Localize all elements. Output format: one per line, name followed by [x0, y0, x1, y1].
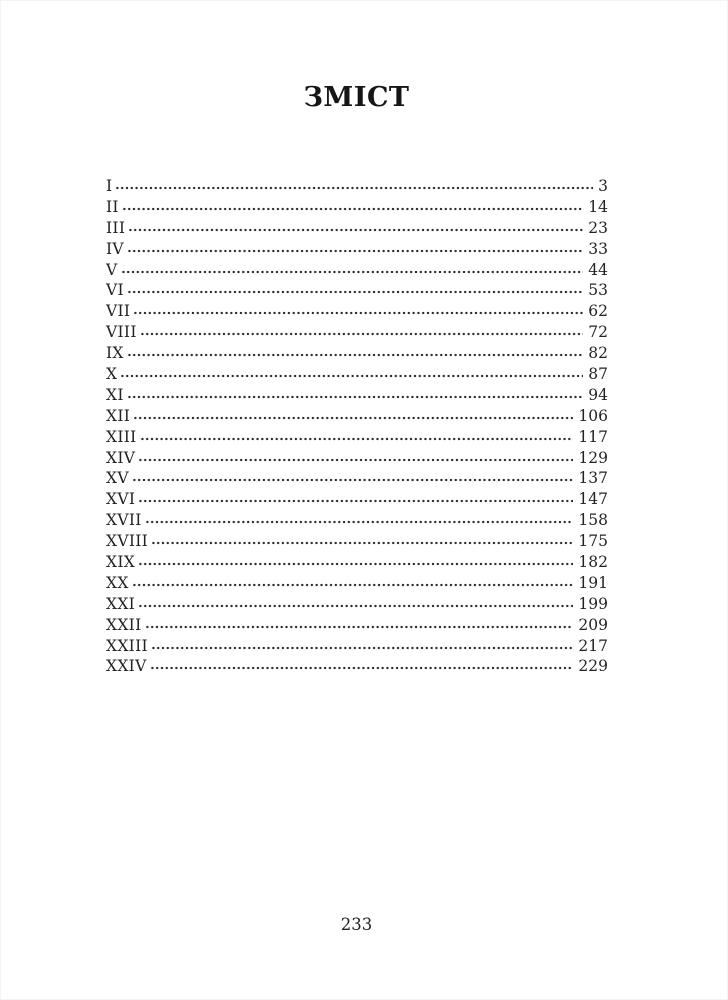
toc-entry-page: 199 — [578, 594, 608, 613]
toc-entry — [106, 510, 608, 531]
dot-leader — [145, 511, 574, 525]
toc-entry — [106, 385, 608, 406]
toc-entry-label: XXI — [106, 594, 136, 613]
toc-entry — [106, 260, 608, 281]
toc-entry-label: V — [106, 260, 118, 279]
dot-leader — [132, 574, 574, 588]
dot-leader — [127, 386, 584, 400]
toc-entry-page: 14 — [588, 197, 608, 216]
dot-leader — [120, 365, 583, 379]
toc-entry — [106, 636, 608, 657]
dot-leader — [127, 281, 583, 295]
toc-entry-label: IX — [106, 344, 124, 363]
toc-entry — [106, 406, 608, 427]
toc-entry — [106, 615, 608, 636]
table-of-contents — [106, 176, 608, 677]
toc-entry-label: XXII — [106, 615, 142, 634]
toc-entry-page: 23 — [588, 218, 608, 237]
page-title: ЗМІСТ — [303, 82, 410, 113]
toc-entry-label: VI — [106, 281, 124, 300]
toc-entry — [106, 239, 608, 260]
toc-entry-label: X — [106, 365, 118, 384]
toc-entry — [106, 364, 608, 385]
dot-leader — [138, 449, 573, 463]
toc-entry — [106, 176, 608, 197]
dot-leader — [133, 302, 583, 316]
dot-leader — [138, 553, 573, 567]
dot-leader — [138, 490, 573, 504]
dot-leader — [127, 344, 584, 358]
toc-entry-page: 33 — [588, 239, 608, 258]
toc-entry-page: 137 — [578, 469, 608, 488]
dot-leader — [121, 261, 584, 275]
toc-entry-label: XII — [106, 406, 131, 425]
folio-page-number: 233 — [340, 915, 373, 934]
dot-leader — [127, 240, 583, 254]
toc-entry — [106, 427, 608, 448]
dot-leader — [128, 219, 583, 233]
toc-entry-page: 117 — [578, 427, 608, 446]
toc-entry-page: 44 — [588, 260, 608, 279]
toc-entry — [106, 197, 608, 218]
dot-leader — [151, 532, 573, 546]
toc-entry-label: I — [106, 177, 113, 195]
toc-entry-label: XVII — [106, 511, 142, 530]
toc-entry-page: 147 — [578, 490, 608, 509]
toc-entry — [106, 594, 608, 615]
toc-entry-page: 158 — [578, 511, 608, 530]
dot-leader — [138, 595, 573, 609]
toc-entry-page: 217 — [578, 636, 608, 655]
toc-entry-page: 106 — [578, 406, 608, 425]
toc-entry-page: 62 — [588, 302, 608, 321]
toc-entry-page: 94 — [588, 385, 608, 404]
toc-entry-label: VII — [106, 302, 131, 321]
dot-leader — [151, 637, 573, 651]
toc-entry-page: 129 — [578, 448, 608, 467]
dot-leader — [115, 177, 593, 191]
toc-entry-page: 82 — [588, 344, 608, 363]
toc-entry-page: 191 — [578, 573, 608, 592]
toc-entry-page: 229 — [578, 657, 608, 676]
dot-leader — [140, 323, 584, 337]
toc-entry-page: 182 — [578, 553, 608, 572]
toc-entry — [106, 573, 608, 594]
toc-entry — [106, 531, 608, 552]
toc-entry-label: XXIII — [106, 636, 148, 655]
toc-entry — [106, 656, 608, 677]
toc-entry-label: XV — [106, 469, 129, 488]
toc-entry-label: XIV — [106, 448, 136, 467]
toc-entry — [106, 301, 608, 322]
toc-entry-label: VIII — [106, 323, 137, 342]
toc-entry — [106, 448, 608, 469]
toc-entry-label: III — [106, 218, 126, 237]
toc-entry-label: XI — [106, 385, 124, 404]
dot-leader — [145, 616, 574, 630]
toc-entry-label: XX — [106, 573, 129, 592]
dot-leader — [132, 469, 574, 483]
toc-entry — [106, 468, 608, 489]
toc-entry-label: IV — [106, 239, 124, 258]
toc-entry — [106, 280, 608, 301]
toc-entry-page: 72 — [588, 323, 608, 342]
toc-entry-page: 209 — [578, 615, 608, 634]
dot-leader — [122, 198, 583, 212]
dot-leader — [140, 428, 574, 442]
toc-entry-page: 175 — [578, 532, 608, 551]
toc-entry — [106, 343, 608, 364]
toc-entry — [106, 552, 608, 573]
dot-leader — [133, 407, 573, 421]
toc-entry-page: 53 — [588, 281, 608, 300]
toc-entry — [106, 322, 608, 343]
toc-entry — [106, 218, 608, 239]
toc-entry-label: XVI — [106, 490, 136, 509]
toc-entry-label: XIX — [106, 553, 136, 572]
toc-entry — [106, 489, 608, 510]
toc-entry-label: II — [106, 197, 119, 216]
toc-entry-label: XIII — [106, 427, 137, 446]
toc-entry-label: XVIII — [106, 532, 149, 551]
dot-leader — [150, 657, 574, 671]
toc-entry-page: 3 — [598, 177, 608, 195]
toc-entry-page: 87 — [588, 365, 608, 384]
toc-entry-label: XXIV — [106, 657, 147, 676]
